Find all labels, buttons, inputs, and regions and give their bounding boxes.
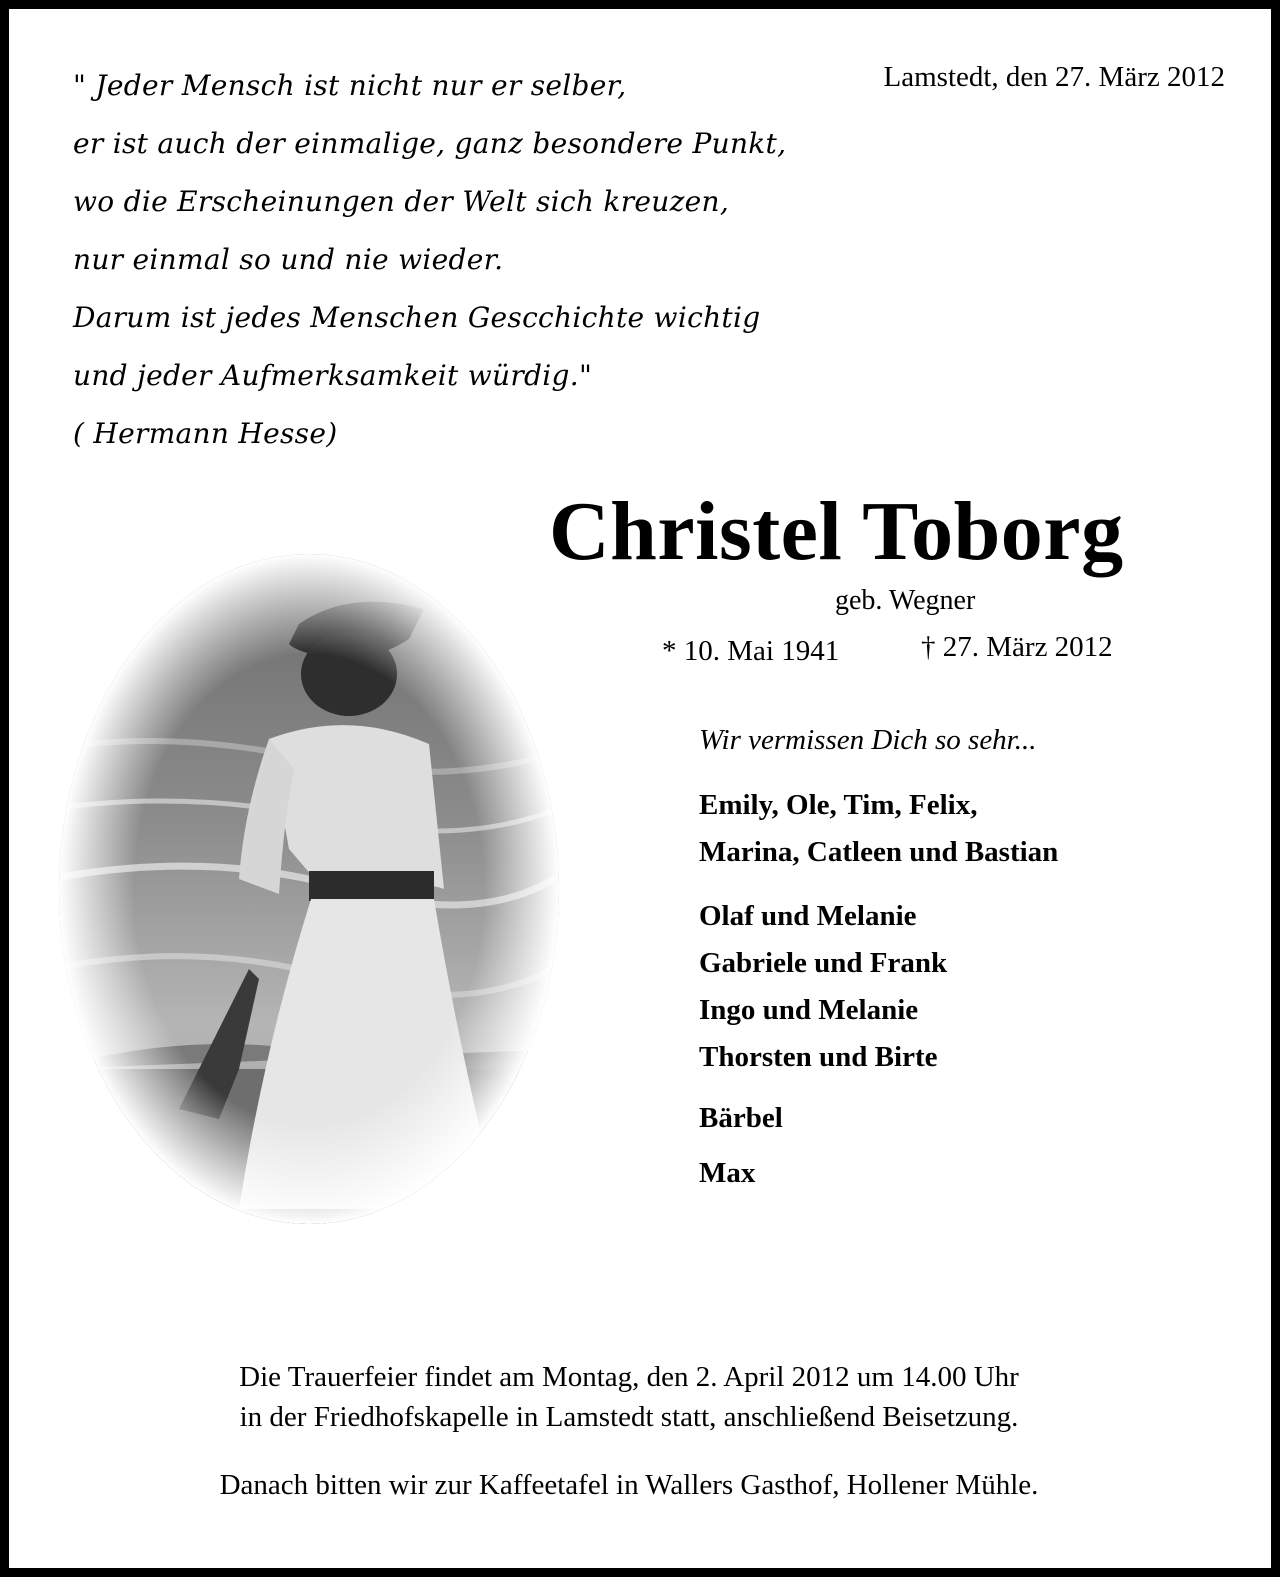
place-and-date: Lamstedt, den 27. März 2012 <box>883 61 1225 93</box>
deceased-name: Christel Toborg <box>549 485 1124 578</box>
coffee-reception-info: Danach bitten wir zur Kaffeetafel in Wallers Gasthof, Hollener Mühle. <box>219 1469 1039 1501</box>
hesse-quote <box>73 57 793 463</box>
mourner-entry: Marina, Catleen und Bastian <box>699 836 1059 868</box>
mourner-entry: Emily, Ole, Tim, Felix, <box>699 789 978 821</box>
death-date: † 27. März 2012 <box>921 631 1113 663</box>
birth-date: * 10. Mai 1941 <box>662 635 840 667</box>
quote-line: er ist auch der einmalige, ganz besondere Punkt, <box>73 127 787 160</box>
portrait-painting-icon <box>49 549 569 1229</box>
quote-line: nur einmal so und nie wieder. <box>73 243 504 276</box>
mourner-entry: Bärbel <box>699 1102 783 1134</box>
mourner-entry: Ingo und Melanie <box>699 994 919 1026</box>
service-line: in der Friedhofskapelle in Lamstedt statt, anschließend Beisetzung. <box>239 1401 1019 1433</box>
maiden-name: geb. Wegner <box>835 585 976 616</box>
mourner-entry: Gabriele und Frank <box>699 947 948 979</box>
quote-line: und jeder Aufmerksamkeit würdig." <box>73 359 593 392</box>
quote-line: wo die Erscheinungen der Welt sich kreuzen, <box>73 185 730 218</box>
service-line: Die Trauerfeier findet am Montag, den 2. April 2012 um 14.00 Uhr <box>239 1361 1019 1393</box>
mourner-entry: Thorsten und Birte <box>699 1041 938 1073</box>
mourner-entry: Max <box>699 1157 756 1189</box>
farewell-message: Wir vermissen Dich so sehr... <box>699 724 1037 756</box>
quote-line: " Jeder Mensch ist nicht nur er selber, <box>73 69 627 102</box>
quote-attribution: ( Hermann Hesse) <box>73 417 338 450</box>
quote-line: Darum ist jedes Menschen Gescchichte wichtig <box>73 301 761 334</box>
funeral-service-info <box>9 1357 1249 1437</box>
mourner-entry: Olaf und Melanie <box>699 900 917 932</box>
